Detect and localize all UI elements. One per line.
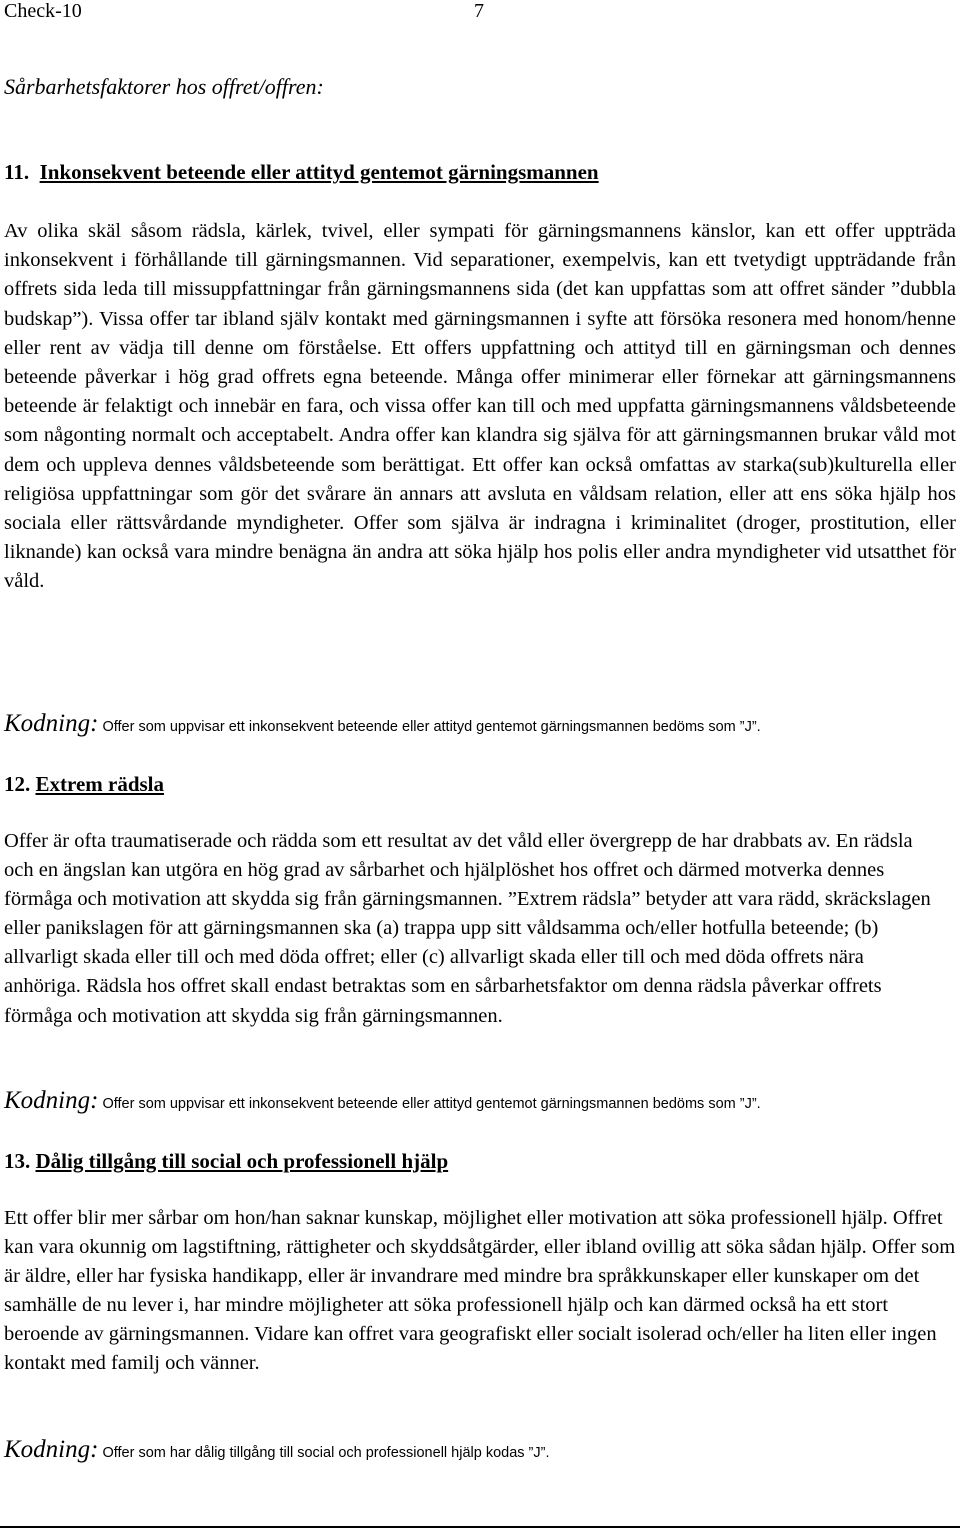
footer-rule	[0, 1526, 960, 1528]
section-11-coding-text: Offer som uppvisar ett inkonsekvent beteende eller attityd gentemot gärningsmannen bedöms som ”J”.	[102, 719, 761, 735]
section-11-title: Inkonsekvent beteende eller attityd gentemot gärningsmannen	[39, 160, 599, 184]
section-13-coding-text: Offer som har dålig tillgång till social och professionell hjälp kodas ”J”.	[102, 1445, 550, 1461]
section-13-coding-label: Kodning:	[4, 1436, 99, 1463]
section-11-number: 11.	[4, 160, 30, 184]
section-11-heading	[4, 160, 599, 185]
section-13-heading	[4, 1149, 448, 1174]
section-13-coding	[4, 1436, 549, 1464]
section-11-body: Av olika skäl såsom rädsla, kärlek, tvivel, eller sympati för gärningsmannens känslor, kan ett offer uppträda inkonsekvent i förhållande till gärningsmannen. Vid separationer, exempelvis, kan ett tvetydigt uppträdande från offrets sida leda till missuppfattningar från gärningsmannens sida (det kan uppfattas som att offret sänder ”dubbla budskap”). Vissa offer tar ibland själv kontakt med gärningsmannen i syfte att försöka resonera med honom/henne eller rent av vädja till denne om förståelse. Ett offers uppfattning och attityd till en gärningsman och dennes beteende påverkar i hög grad offrets egna beteende. Många offer minimerar eller förnekar att gärningsmannens beteende är felaktigt och innebär en fara, och vissa offer kan till och med uppfatta gärningsmannens våldsbeteende som någonting normalt och acceptabelt. Andra offer kan klandra sig själva för att gärningsmannen brukar våld mot dem och uppleva dennes våldsbeteende som berättigat. Ett offer kan också omfattas av starka(sub)kulturella eller religiösa uppfattningar som gör det svårare än annars att avsluta en våldsam relation, eller att ens söka hjälp hos sociala eller rättsvårdande myndigheter. Offer som själva är indragna i kriminalitet (droger, prostitution, eller liknande) kan också vara mindre benägna än andra att söka hjälp hos polis eller andra myndigheter vid utsatthet för våld.	[4, 220, 956, 593]
section-12-coding-label: Kodning:	[4, 1087, 99, 1114]
section-13-number: 13.	[4, 1149, 31, 1173]
page-subtitle: Sårbarhetsfaktorer hos offret/offren:	[4, 74, 324, 99]
section-12-coding	[4, 1087, 761, 1115]
section-12-heading	[4, 772, 164, 797]
section-12-coding-text: Offer som uppvisar ett inkonsekvent beteende eller attityd gentemot gärningsmannen bedöms som ”J”.	[102, 1096, 761, 1112]
section-12-body: Offer är ofta traumatiserade och rädda som ett resultat av det våld eller övergrepp de har drabbats av. En rädsla och en ängslan kan utgöra en hög grad av sårbarhet och hjälplöshet hos offret och därmed motverka dennes förmåga och motivation att skydda sig från gärningsmannen. ”Extrem rädsla” betyder att vara rädd, skräckslagen eller panikslagen för att gärningsmannen ska (a) trappa upp sitt våldsamma och/eller hotfulla beteende; (b) allvarligt skada eller till och med döda offret; eller (c) allvarligt skada eller till och med döda offrets nära anhöriga. Rädsla hos offret skall endast betraktas som en sårbarhetsfaktor om denna rädsla påverkar offrets förmåga och motivation att skydda sig från gärningsmannen.	[4, 830, 931, 1027]
header-title: Check-10	[4, 0, 82, 22]
page-number: 7	[474, 0, 484, 22]
section-11-coding-label: Kodning:	[4, 710, 99, 737]
section-11-coding	[4, 710, 761, 738]
section-12-title: Extrem rädsla	[35, 772, 165, 796]
section-12-number: 12.	[4, 772, 31, 796]
section-13-body: Ett offer blir mer sårbar om hon/han saknar kunskap, möjlighet eller motivation att söka professionell hjälp. Offret kan vara okunnig om lagstiftning, rättigheter och skyddsåtgärder, eller ibland ovillig att söka sådan hjälp. Offer som är äldre, eller har fysiska handikapp, eller är invandrare med mindre bra språkkunskaper eller kunskaper om det samhälle de nu lever i, har mindre möjligheter att söka professionell hjälp och kan därmed också ha ett stort beroende av gärningsmannen. Vidare kan offret vara geografiskt eller socialt isolerad och/eller ha liten eller ingen kontakt med familj och vänner.	[4, 1207, 956, 1375]
section-13-title: Dålig tillgång till social och professionell hjälp	[35, 1149, 449, 1173]
